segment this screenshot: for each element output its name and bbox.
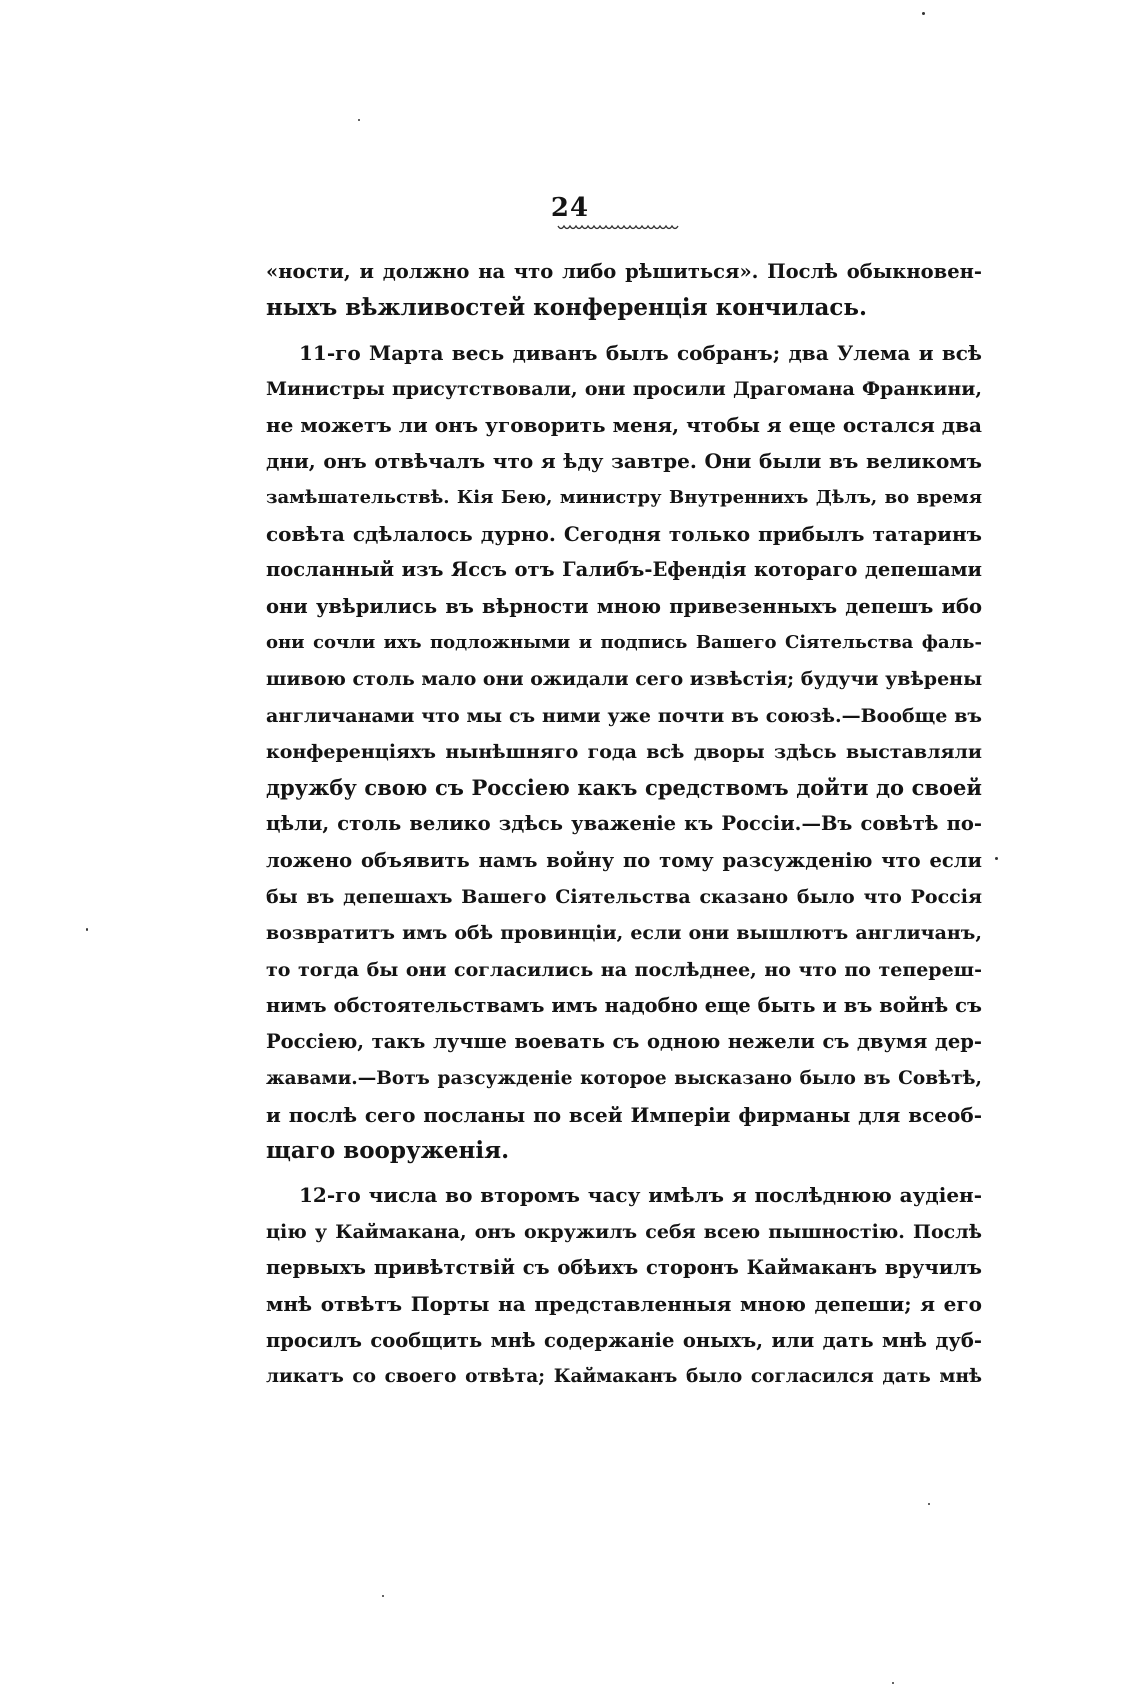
paragraph-gap <box>266 1169 982 1177</box>
text-line: совѣта сдѣлалось дурно. Сегодня только прибылъ татаринъ <box>266 522 982 547</box>
text-line: ложено объявить намъ войну по тому разсужденію что если <box>266 848 982 872</box>
text-line: «ности, и должно на что либо рѣшиться». Послѣ обыкновен- <box>266 260 982 283</box>
text-line: они сочли ихъ подложными и подпись Вашего Сіятельства фаль- <box>266 631 982 653</box>
text-line: не можетъ ли онъ уговорить меня, чтобы я еще остался два <box>266 413 982 438</box>
text-line: конференціяхъ нынѣшняго года всѣ дворы здѣсь выставляли <box>266 740 982 763</box>
text-line: 12-го числа во второмъ часу имѣлъ я послѣднюю аудіен- <box>299 1183 982 1208</box>
text-line: дружбу свою съ Россіею какъ средствомъ дойти до своей <box>266 775 982 801</box>
text-line: и послѣ сего посланы по всей Имперіи фирманы для всеоб- <box>266 1102 982 1127</box>
text-line: щаго вооруженія. <box>266 1137 510 1165</box>
text-line: дни, онъ отвѣчалъ что я ѣду завтре. Они были въ великомъ <box>266 449 982 474</box>
text-line: Министры присутствовали, они просили Драгомана Франкини, <box>266 377 982 400</box>
print-speck <box>382 1595 384 1597</box>
print-speck <box>892 1682 894 1684</box>
text-line: Россіею, такъ лучше воевать съ одною нежели съ двумя дер- <box>266 1030 982 1054</box>
text-line: они увѣрились въ вѣрности мною привезенныхъ депешъ ибо <box>266 594 982 618</box>
text-line: замѣшательствѣ. Кія Бею, министру Внутреннихъ Дѣлъ, во время <box>266 486 982 508</box>
print-speck <box>928 1503 930 1505</box>
text-line: цѣли, столь велико здѣсь уваженіе къ Россіи.—Въ совѣтѣ по- <box>266 812 982 836</box>
text-line: просилъ сообщить мнѣ содержаніе оныхъ, или дать мнѣ дуб- <box>266 1328 982 1352</box>
text-line: мнѣ отвѣтъ Порты на представленныя мною депеши; я его <box>266 1292 982 1317</box>
text-line: англичанами что мы съ ними уже почти въ союзѣ.—Вообще въ <box>266 704 982 727</box>
wavy-ornament-icon <box>556 222 684 232</box>
paragraph <box>266 1177 982 1395</box>
paragraph-gap <box>266 327 982 335</box>
text-line: 11-го Марта весь диванъ былъ собранъ; два Улема и всѣ <box>299 340 982 365</box>
text-line: ныхъ вѣжливостей конференція кончилась. <box>266 294 868 322</box>
text-line: посланный изъ Яссъ отъ Галибъ-Ефендія котораго депешами <box>266 558 982 582</box>
text-line: то тогда бы они согласились на послѣднее, но что по теперeш- <box>266 958 982 981</box>
page-number: 24 <box>550 193 590 223</box>
text-line: цію у Каймакана, онъ окружилъ себя всею пышностію. Послѣ <box>266 1220 982 1243</box>
text-line: ликатъ со своего отвѣта; Каймаканъ было согласился дать мнѣ <box>266 1365 982 1387</box>
text-line: возвратитъ имъ обѣ провинціи, если они вышлютъ англичанъ, <box>266 922 982 945</box>
text-line: нимъ обстоятельствамъ имъ надобно еще быть и въ войнѣ съ <box>266 993 982 1017</box>
print-speck <box>995 857 998 860</box>
paragraph <box>266 254 982 327</box>
print-speck <box>922 12 925 15</box>
text-line: шивою столь мало они ожидали сего извѣстія; будучи увѣрены <box>266 668 983 691</box>
print-speck <box>358 119 360 121</box>
print-speck <box>86 928 88 931</box>
paragraph <box>266 335 982 1170</box>
text-line: бы въ депешахъ Вашего Сіятельства сказано было что Россія <box>266 886 982 909</box>
text-line: первыхъ привѣтствій съ обѣихъ сторонъ Каймаканъ вручилъ <box>266 1256 982 1280</box>
body-text <box>266 254 982 1395</box>
text-line: жавами.—Вотъ разсужденіе которое высказано было въ Совѣтѣ, <box>266 1067 982 1089</box>
